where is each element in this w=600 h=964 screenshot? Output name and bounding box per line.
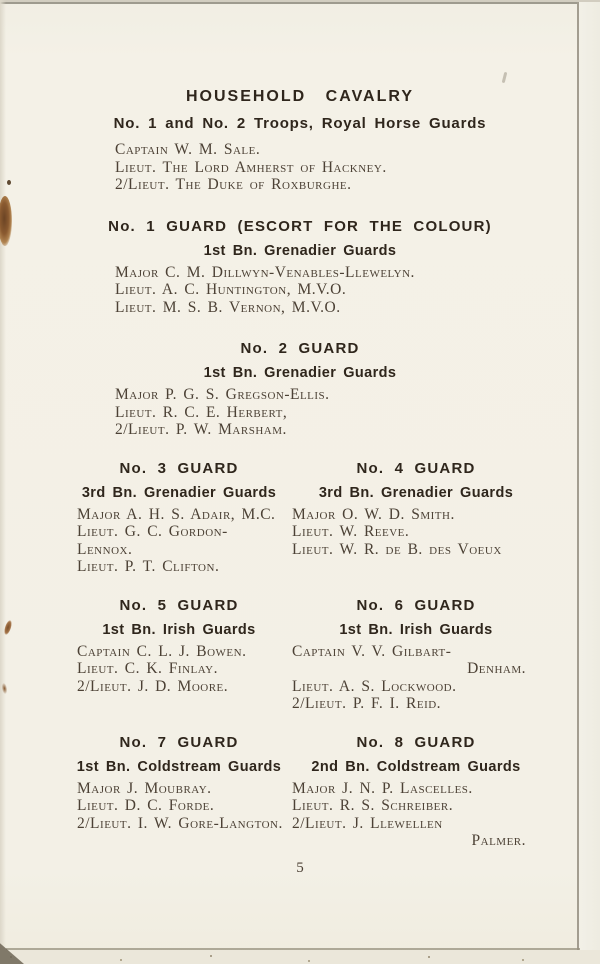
guard-row-5-6 [0, 597, 600, 713]
guard-section-8 [290, 734, 542, 850]
officer-line: Lieut. A. S. Lockwood. [292, 677, 457, 695]
guard-section-5 [75, 597, 283, 713]
officer-line: Captain C. L. J. Bowen. [77, 642, 247, 660]
officer-line: Major P. G. S. Gregson-Ellis. [115, 386, 330, 403]
household-officer-list [0, 141, 600, 194]
guard-1-officer-list [0, 264, 600, 317]
guard-7-officer-list [75, 780, 283, 833]
officer-line: Lieut. M. S. B. Vernon, M.V.O. [115, 298, 341, 316]
page-edge-bottom-strip [0, 950, 600, 964]
officer-line: Lieut. A. C. Huntington, M.V.O. [115, 281, 347, 298]
page-edge-left-shadow [0, 0, 6, 964]
page-edge-right-strip [579, 2, 600, 964]
ink-dot-stain [7, 180, 11, 185]
officer-line: Major O. W. D. Smith. [292, 505, 455, 523]
guard-section-4 [290, 460, 542, 576]
troops-subtitle: No. 1 and No. 2 Troops, Royal Horse Guards [113, 115, 487, 132]
officer-line: Lieut. D. C. Forde. [77, 797, 215, 814]
officer-line: 2/Lieut. I. W. Gore-Langton. [77, 814, 283, 832]
officer-line: Major C. M. Dillwyn-Venables-Llewelyn. [115, 263, 415, 281]
guard-5-battalion: 1st Bn. Irish Guards [102, 621, 256, 638]
guard-3-battalion: 3rd Bn. Grenadier Guards [81, 484, 277, 501]
guard-row-3-4 [0, 460, 600, 576]
officer-line-continuation: Denham. [467, 660, 526, 677]
page-edge-top-line [0, 2, 586, 4]
guard-1-battalion: 1st Bn. Grenadier Guards [203, 242, 397, 259]
officer-line: 2/Lieut. P. W. Marsham. [115, 421, 287, 438]
page-title: HOUSEHOLD CAVALRY [185, 88, 415, 105]
guard-4-officer-list [290, 506, 542, 559]
guard-7-heading: No. 7 GUARD [119, 733, 239, 751]
guard-section-6 [290, 597, 542, 713]
officer-line: Major A. H. S. Adair, M.C. [77, 505, 276, 523]
officer-line: Lieut. R. C. E. Herbert, [115, 403, 288, 421]
officer-line-continuation: Palmer. [471, 832, 526, 849]
guard-section-7 [75, 734, 283, 850]
officer-line: Captain W. M. Sale. [115, 141, 261, 158]
guard-row-7-8 [0, 734, 600, 850]
guard-4-battalion: 3rd Bn. Grenadier Guards [318, 484, 514, 501]
guard-8-officer-list [290, 780, 542, 850]
guard-1-heading: No. 1 GUARD (ESCORT FOR THE COLOUR) [108, 217, 492, 235]
officer-line: Lieut. C. K. Finlay. [77, 660, 218, 677]
guard-4-heading: No. 4 GUARD [356, 459, 476, 477]
officer-line: Lieut. R. S. Schreiber. [292, 797, 454, 814]
officer-line: Major J. Moubray. [77, 779, 212, 797]
officer-line: 2/Lieut. The Duke of Roxburghe. [115, 176, 352, 193]
guard-3-heading: No. 3 GUARD [119, 459, 239, 477]
officer-line: Lieut. G. C. Gordon-Lennox. [77, 523, 228, 558]
guard-5-officer-list [75, 643, 283, 696]
page-number: 5 [296, 859, 304, 876]
guard-2-officer-list [0, 386, 600, 439]
officer-line: 2/Lieut. P. F. I. Reid. [292, 695, 442, 712]
officer-line: Lieut. W. Reeve. [292, 523, 410, 540]
guard-section-2 [0, 340, 600, 439]
guard-3-officer-list [75, 506, 283, 576]
guard-2-heading: No. 2 GUARD [240, 340, 360, 357]
guard-section-3 [75, 460, 283, 576]
guard-6-heading: No. 6 GUARD [356, 596, 476, 614]
officer-line: 2/Lieut. J. D. Moore. [77, 677, 229, 695]
officer-line: Major J. N. P. Lascelles. [292, 779, 473, 797]
guard-5-heading: No. 5 GUARD [119, 596, 239, 614]
officer-line: Lieut. W. R. de B. des Voeux [292, 540, 502, 558]
guard-6-officer-list [290, 643, 542, 713]
guard-6-battalion: 1st Bn. Irish Guards [339, 621, 493, 638]
guard-section-1 [0, 218, 600, 317]
officer-line: 2/Lieut. J. Llewellen [292, 814, 443, 832]
guard-8-heading: No. 8 GUARD [356, 733, 476, 751]
guard-7-battalion: 1st Bn. Coldstream Guards [76, 758, 282, 775]
guard-2-battalion: 1st Bn. Grenadier Guards [203, 365, 397, 381]
guard-8-battalion: 2nd Bn. Coldstream Guards [311, 758, 521, 775]
officer-line: Lieut. P. T. Clifton. [77, 558, 220, 575]
officer-line: Lieut. The Lord Amherst of Hackney. [115, 158, 387, 176]
officer-line: Captain V. V. Gilbart- [292, 642, 452, 660]
